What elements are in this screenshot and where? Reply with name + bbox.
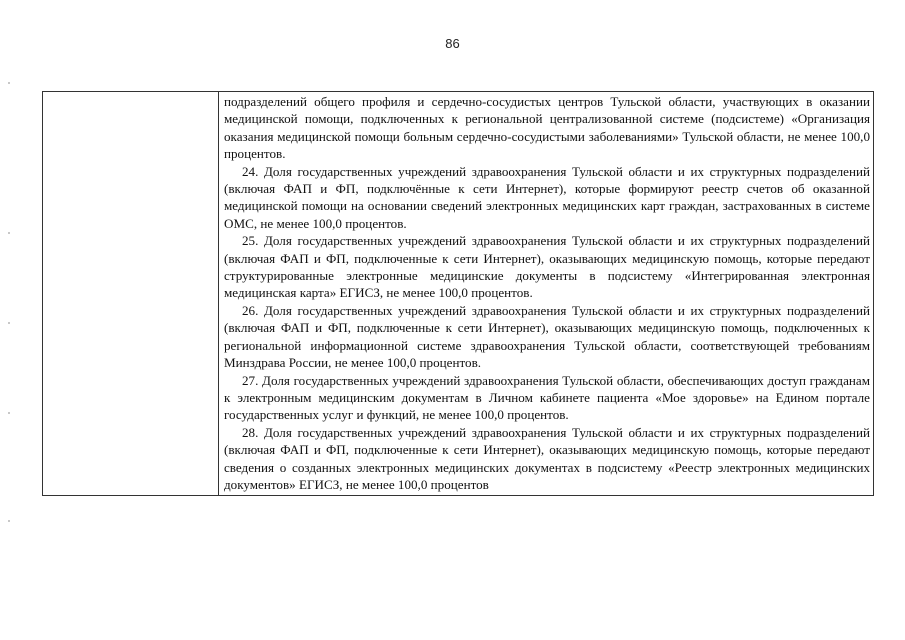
paragraph-item-25: 25. Доля государственных учреждений здравоохранения Тульской области и их структурных подразделений (включая ФАП и ФП, подключенные к сети Интернет), оказывающих медицинскую помощь, которые передают структурированные электронные медицинские документы в подсистему «Интегрированная электронная медицинская карта» ЕГИСЗ, не менее 100,0 процентов. (224, 233, 870, 301)
left-cell (43, 92, 219, 496)
paragraph-continuation: подразделений общего профиля и сердечно-сосудистых центров Тульской области, участвующих в оказании медицинской помощи, подключенных к региональной централизованной системе (подсистеме) «Организация оказания медицинской помощи больным сердечно-сосудистыми заболеваниями» Тульской области, не менее 100,0 процентов. (224, 94, 870, 162)
scan-mark (8, 322, 10, 324)
paragraph-item-27: 27. Доля государственных учреждений здравоохранения Тульской области, обеспечивающих доступ гражданам к электронным медицинским документам в Личном кабинете пациента «Мое здоровье» на Едином портале государственных услуг и функций, не менее 100,0 процентов. (224, 372, 870, 423)
paragraph-item-24: 24. Доля государственных учреждений здравоохранения Тульской области и их структурных подразделений (включая ФАП и ФП, подключённые к сети Интернет), которые формируют реестр счетов об оказанной медицинской помощи на основании сведений электронных медицинских карт граждан, застрахованных в системе ОМС, не менее 100,0 процентов. (224, 163, 870, 231)
scan-mark (8, 520, 10, 522)
paragraph-item-28: 28. Доля государственных учреждений здравоохранения Тульской области и их структурных подразделений (включая ФАП и ФП, подключенные к сети Интернет), оказывающих медицинскую помощь, которые передают сведения о созданных электронных медицинских документах в подсистему «Реестр электронных медицинских документов» ЕГИСЗ, не менее 100,0 процентов (224, 424, 870, 492)
page-number: 86 (445, 36, 460, 51)
scan-mark (8, 82, 10, 84)
paragraph-item-26: 26. Доля государственных учреждений здравоохранения Тульской области и их структурных подразделений (включая ФАП и ФП, подключенные к сети Интернет), оказывающих медицинскую помощь, подключенных к региональной информационной системе здравоохранения Тульской области, соответствующей требованиям Минздрава России, не менее 100,0 процентов. (224, 302, 870, 371)
document-table (42, 91, 874, 496)
scan-mark (8, 232, 10, 234)
table-row (43, 92, 874, 496)
scan-mark (8, 412, 10, 414)
right-cell (219, 92, 874, 496)
